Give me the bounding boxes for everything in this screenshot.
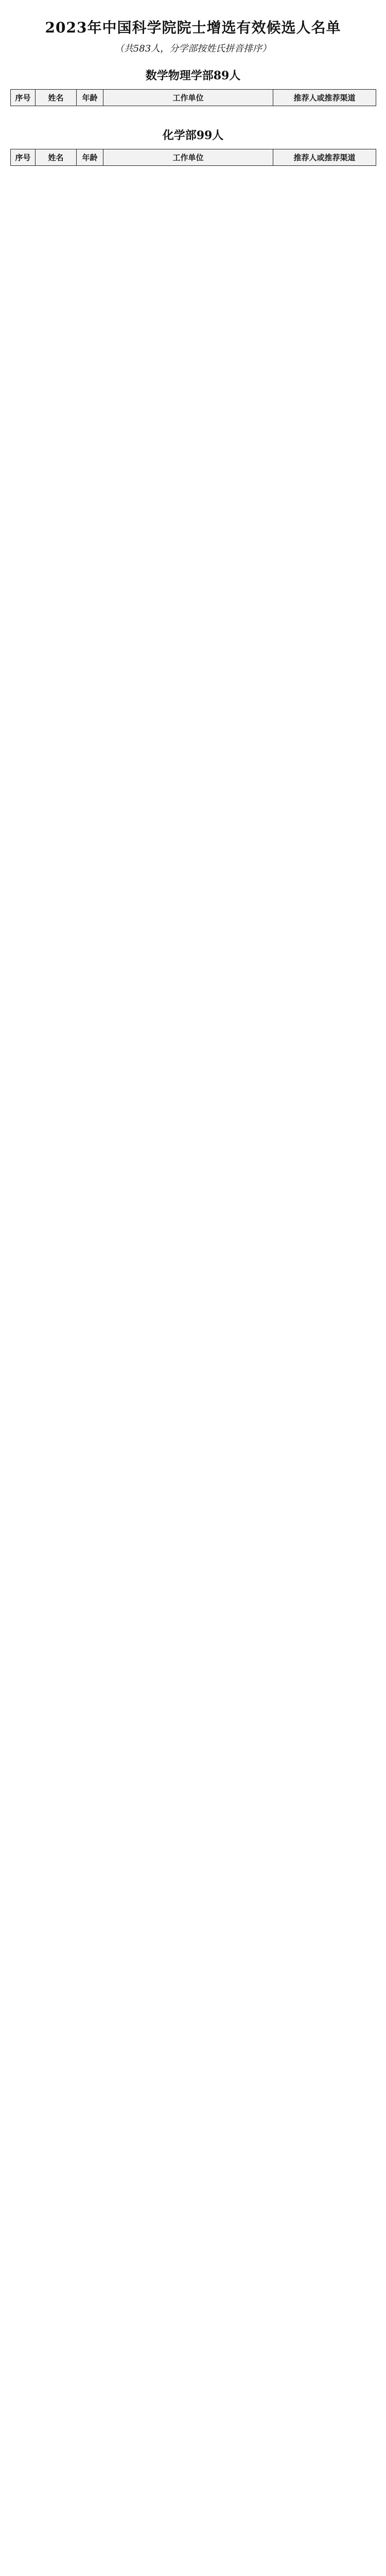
candidate-table: [10, 89, 376, 106]
section-title: 数学物理学部89人: [145, 69, 241, 82]
column-header-no: 序号: [11, 149, 36, 166]
column-header-recommender: 推荐人或推荐渠道: [273, 90, 376, 106]
column-header-recommender: 推荐人或推荐渠道: [273, 149, 376, 166]
column-header-name: 姓名: [36, 149, 77, 166]
table-header-row: [11, 149, 376, 166]
column-header-age: 年龄: [77, 149, 103, 166]
section-math-physics: [10, 67, 376, 106]
column-header-name: 姓名: [36, 90, 77, 106]
section-title: 化学部99人: [162, 129, 224, 142]
document-title: 2023年中国科学院院士增选有效候选人名单: [45, 19, 341, 36]
table-header-row: [11, 90, 376, 106]
column-header-age: 年龄: [77, 90, 103, 106]
column-header-affiliation: 工作单位: [103, 90, 273, 106]
document-subtitle: （共583人，分学部按姓氏拼音排序）: [114, 43, 272, 54]
column-header-no: 序号: [11, 90, 36, 106]
column-header-affiliation: 工作单位: [103, 149, 273, 166]
section-chemistry: [10, 127, 376, 166]
candidate-table: [10, 149, 376, 166]
